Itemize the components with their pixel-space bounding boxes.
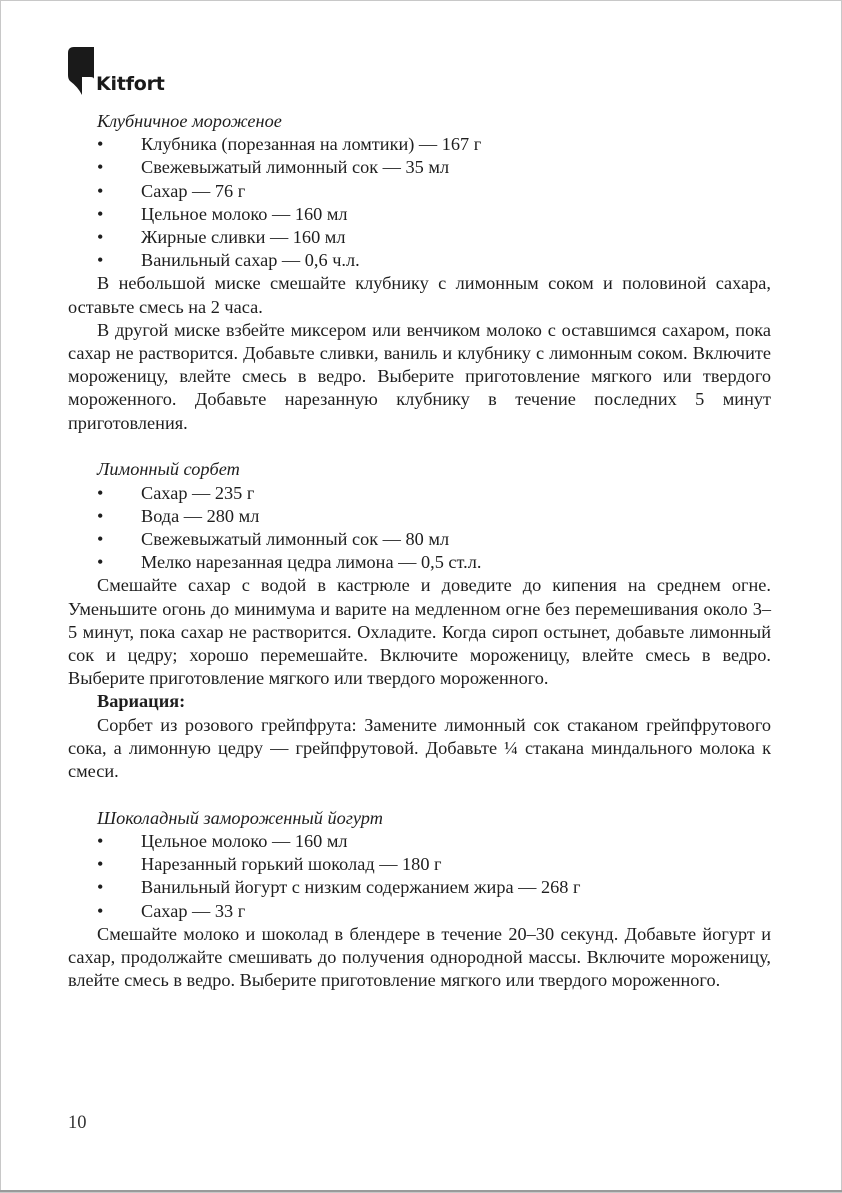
recipe-chocolate-frozen-yogurt — [68, 807, 771, 993]
bullet-icon: • — [97, 528, 104, 549]
ingredient-item — [68, 900, 771, 923]
ingredient-item — [68, 226, 771, 249]
ingredient-text: Свежевыжатый лимонный сок — 80 мл — [141, 528, 450, 549]
recipe-title: Клубничное мороженое — [97, 111, 282, 131]
instruction-paragraph: Смешайте сахар с водой в кастрюле и доведите до кипения на среднем огне. Уменьшите огонь до минимума и варите на медленном огне без перемешивания около 3–5 минут, пока сахар не растворится. Охладите. Когда сироп остынет, добавьте лимонный сок и цедру; хорошо перемешайте. Включите мороженицу, влейте смесь в ведро. Выберите приготовление мягкого или твердого мороженного. — [68, 575, 771, 689]
bullet-icon: • — [97, 250, 104, 271]
ingredient-item — [68, 876, 771, 899]
ingredient-item — [68, 133, 771, 156]
recipe-strawberry-ice-cream — [68, 110, 771, 435]
ingredient-text: Вода — 280 мл — [141, 505, 260, 526]
section-spacer — [68, 435, 771, 459]
ingredient-text: Мелко нарезанная цедра лимона — 0,5 ст.л. — [141, 552, 482, 573]
ingredient-item — [68, 551, 771, 574]
ingredient-list — [68, 482, 771, 575]
bullet-icon: • — [97, 552, 104, 573]
recipe-content — [68, 110, 771, 992]
page-number: 10 — [68, 1113, 87, 1133]
ingredient-item — [68, 203, 771, 226]
recipe-title: Лимонный сорбет — [97, 459, 240, 480]
ingredient-text: Ванильный сахар — 0,6 ч.л. — [141, 250, 360, 271]
ingredient-text: Ванильный йогурт с низким содержанием жира — 268 г — [141, 877, 581, 898]
ingredient-text: Клубника (порезанная на ломтики) — 167 г — [141, 134, 482, 155]
bullet-icon: • — [97, 505, 104, 526]
ingredient-text: Сахар — 33 г — [141, 900, 246, 921]
ingredient-item — [68, 830, 771, 853]
ingredient-text: Цельное молоко — 160 мл — [141, 830, 348, 851]
bullet-icon: • — [97, 482, 104, 503]
logo-mark-icon — [68, 47, 94, 95]
ingredient-text: Сахар — 76 г — [141, 180, 246, 201]
bullet-icon: • — [97, 134, 104, 155]
ingredient-text: Свежевыжатый лимонный сок — 35 мл — [141, 157, 450, 178]
instruction-paragraph: В другой миске взбейте миксером или венчиком молоко с оставшимся сахаром, пока сахар не растворится. Добавьте сливки, ваниль и клубнику с лимонным соком. Включите мороженицу, влейте смесь в ведро. Выберите приготовление мягкого или твердого мороженного. Добавьте нарезанную клубнику в течение последних 5 минут приготовления. — [68, 319, 771, 433]
bullet-icon: • — [97, 227, 104, 248]
ingredient-item — [68, 156, 771, 179]
ingredient-item — [68, 180, 771, 203]
bullet-icon: • — [97, 180, 104, 201]
variation-text: Сорбет из розового грейпфрута: Замените лимонный сок стаканом грейпфрутового сока, а лимонную цедру — грейпфрутовой. Добавьте ¼ стакана миндального молока к смеси. — [68, 714, 771, 781]
bullet-icon: • — [97, 830, 104, 851]
ingredient-list — [68, 830, 771, 923]
ingredient-item — [68, 528, 771, 551]
bullet-icon: • — [97, 877, 104, 898]
ingredient-text: Жирные сливки — 160 мл — [141, 227, 346, 248]
brand-logo — [68, 47, 188, 97]
ingredient-item — [68, 482, 771, 505]
instruction-paragraph: В небольшой миске смешайте клубнику с лимонным соком и половиной сахара, оставьте смесь на 2 часа. — [68, 273, 771, 317]
bullet-icon: • — [97, 203, 104, 224]
ingredient-text: Нарезанный горький шоколад — 180 г — [141, 854, 442, 875]
ingredient-text: Сахар — 235 г — [141, 482, 255, 503]
section-spacer — [68, 783, 771, 807]
bullet-icon: • — [97, 854, 104, 875]
bullet-icon: • — [97, 157, 104, 178]
bullet-icon: • — [97, 900, 104, 921]
ingredient-list — [68, 133, 771, 272]
recipe-title: Шоколадный замороженный йогурт — [97, 807, 383, 828]
variation-heading: Вариация: — [97, 691, 186, 712]
ingredient-item — [68, 853, 771, 876]
ingredient-item — [68, 249, 771, 272]
instruction-paragraph: Смешайте молоко и шоколад в блендере в течение 20–30 секунд. Добавьте йогурт и сахар, продолжайте смешивать до получения однородной массы. Включите мороженицу, влейте смесь в ведро. Выберите приготовление мягкого или твердого мороженного. — [68, 923, 771, 991]
ingredient-item — [68, 505, 771, 528]
recipe-lemon-sorbet — [68, 458, 771, 783]
ingredient-text: Цельное молоко — 160 мл — [141, 203, 348, 224]
brand-name: Kitfort — [96, 73, 165, 95]
bottom-rule — [0, 1190, 842, 1192]
